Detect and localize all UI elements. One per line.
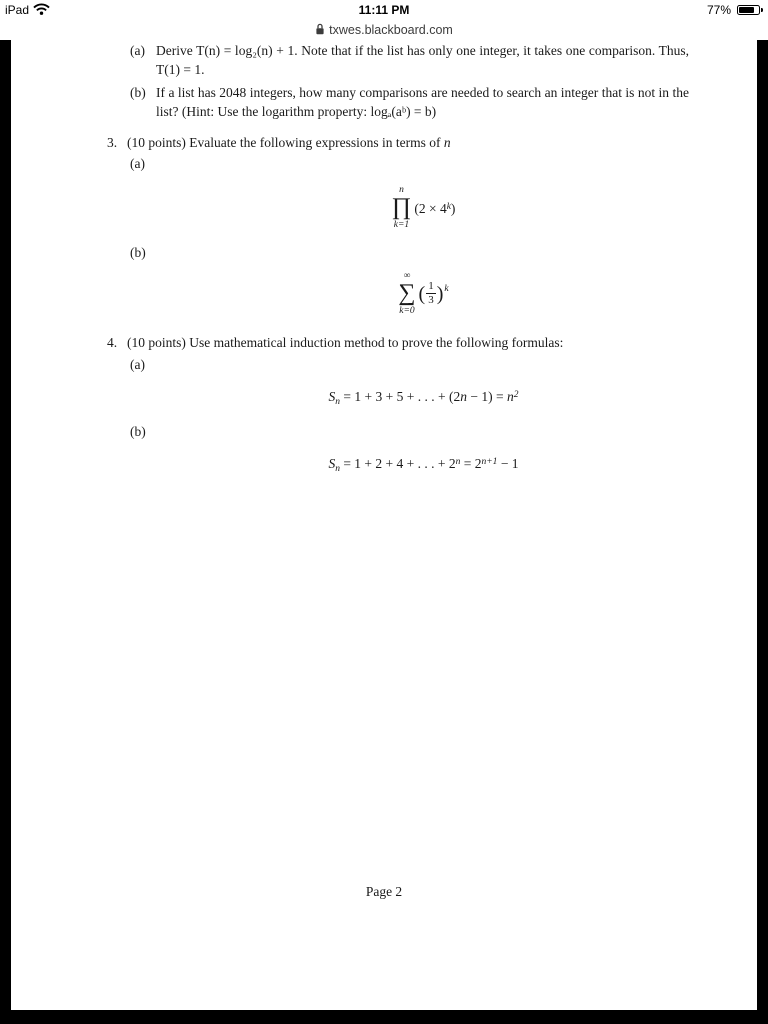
sum-upper-limit: ∞: [403, 271, 411, 281]
formula-sn-odd: [156, 386, 691, 412]
item-label: (a): [130, 43, 145, 58]
status-bar-right: [707, 3, 763, 17]
device-label: iPad: [5, 3, 30, 17]
formula-term: − 1: [497, 456, 519, 471]
part-label-3b: (b): [130, 245, 146, 260]
formula-term: = 1 + 3 + 5 + . . . + (2: [340, 389, 461, 404]
formula-term: S: [328, 389, 336, 404]
fraction-denominator: 3: [428, 294, 434, 306]
product-body: (2 × 4: [414, 200, 447, 216]
close-paren: ): [436, 282, 444, 305]
sum-lower-limit: k=0: [399, 306, 415, 316]
open-paren: (: [418, 282, 426, 305]
product-expression: [414, 198, 455, 218]
status-bar: [0, 0, 768, 20]
formula-sn-powers: [156, 453, 691, 479]
sum-expression: [419, 281, 449, 306]
battery-fill: [739, 7, 754, 14]
status-bar-left: [5, 3, 50, 18]
sum-formula: [156, 271, 691, 316]
url-text: txwes.blackboard.com: [329, 23, 453, 37]
formula-exponent: 2: [513, 390, 519, 400]
product-exponent: k: [446, 201, 451, 212]
item-label: (b): [130, 85, 146, 100]
item-text: Derive T(n) = log₂(n) + 1. Note that if the list has only one integer, it takes one comparison. Thus, T(1) = 1.: [156, 43, 689, 77]
wifi-icon: [33, 3, 50, 18]
formula-exponent: n+1: [481, 457, 498, 467]
formula-subscript: n: [335, 464, 340, 474]
battery-percent: 77%: [706, 3, 731, 17]
formula-exponent: n: [455, 457, 461, 467]
part-label-3a: (a): [130, 156, 145, 171]
url-bar[interactable]: [0, 20, 768, 40]
question-number: 3.: [107, 135, 118, 150]
product-body-close: ): [450, 200, 456, 216]
big-operator-sum: [398, 271, 415, 316]
sum-operator: ∑: [398, 280, 416, 306]
part-label-4b: (b): [130, 424, 146, 439]
list-item-b: [130, 83, 689, 121]
item-text: If a list has 2048 integers, how many comparisons are needed to search an integer that is not in the list? (Hint: Use the logarithm property: logₐ(aᵇ) = b): [156, 85, 689, 119]
formula-variable: n: [506, 389, 514, 404]
product-upper-limit: n: [399, 185, 404, 195]
document-page: [11, 40, 757, 1010]
battery-icon: [737, 5, 763, 16]
question-4-header: [107, 333, 563, 352]
formula-term: = 1 + 2 + 4 + . . . + 2: [339, 456, 456, 471]
product-lower-limit: k=1: [393, 220, 410, 230]
list-item-a: [130, 41, 689, 79]
page-footer: Page 2: [365, 884, 403, 899]
clock: 11:11 PM: [358, 3, 410, 17]
formula-variable: n: [460, 389, 467, 404]
formula-term: = 2: [460, 456, 482, 471]
question-3-header: [107, 133, 451, 152]
product-operator: ∏: [391, 194, 412, 220]
pdf-viewer[interactable]: [0, 40, 768, 1024]
lock-icon: [315, 23, 325, 38]
question-text-variable: n: [443, 135, 451, 150]
question-number: 4.: [107, 335, 118, 350]
formula-subscript: n: [335, 397, 341, 407]
fraction: [426, 281, 436, 306]
sum-exponent: k: [444, 284, 449, 294]
question-text: (10 points) Evaluate the following expressions in terms of: [127, 135, 444, 150]
question-text: (10 points) Use mathematical induction method to prove the following formulas:: [127, 335, 564, 350]
big-operator-product: [392, 185, 412, 230]
formula-term: S: [328, 456, 336, 471]
part-label-4a: (a): [130, 357, 145, 372]
formula-term: − 1) =: [466, 389, 507, 404]
fraction-numerator: 1: [428, 280, 434, 292]
product-formula: [156, 185, 691, 230]
